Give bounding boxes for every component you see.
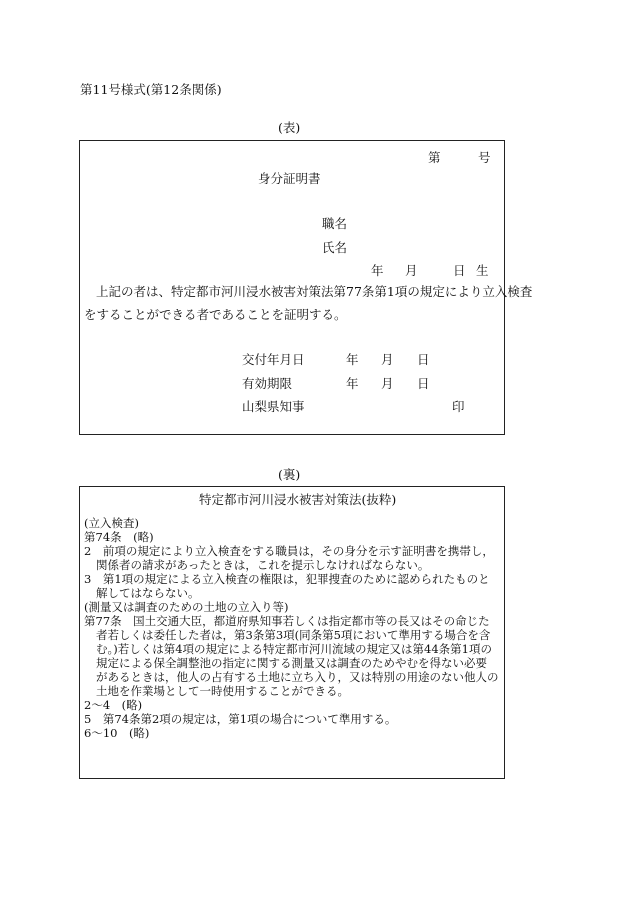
- shokumei-label: 職名: [322, 216, 348, 231]
- law-excerpt: [84, 516, 501, 740]
- certificate-body-line1: 上記の者は、特定都市河川浸水被害対策法第77条第1項の規定により立入検査: [96, 284, 533, 299]
- valid-month: 月: [381, 376, 394, 391]
- certificate-body-line2: をすることができる者であることを証明する。: [84, 307, 347, 322]
- law-line: 者若しくは委任した者は，第3条第3項(同条第5項において準用する場合を含: [96, 628, 491, 642]
- law-line: 6〜10 (略): [84, 726, 150, 740]
- front-side-label: (表): [278, 120, 301, 135]
- law-line: があるときは，他人の占有する土地に立ち入り，又は特別の用途のない他人の: [96, 670, 499, 684]
- birth-year: 年: [371, 263, 384, 278]
- birth-day: 日: [453, 263, 466, 278]
- number-dai: 第: [428, 150, 441, 165]
- law-line: む。)若しくは第4項の規定による特定都市河川流域の規定又は第44条第1項の: [96, 642, 492, 656]
- shimei-label: 氏名: [322, 240, 348, 255]
- birth-sei: 生: [476, 263, 489, 278]
- law-line: 解してはならない。: [96, 586, 200, 600]
- law-line: 規定による保全調整池の指定に関する測量又は調査のためやむを得ない必要: [96, 656, 487, 670]
- issue-date-label: 交付年月日: [242, 352, 305, 367]
- law-line: 2〜4 (略): [84, 698, 143, 712]
- law-line: 第77条 国土交通大臣，都道府県知事若しくは指定都市等の長又はその命じた: [84, 614, 490, 628]
- valid-period-label: 有効期限: [242, 376, 293, 391]
- law-line: 3 第1項の規定による立入検査の権限は，犯罪捜査のために認められたものと: [84, 572, 490, 586]
- issue-year: 年: [346, 352, 359, 367]
- number-go: 号: [478, 150, 491, 165]
- law-line: 2 前項の規定により立入検査をする職員は，その身分を示す証明書を携帯し，: [84, 544, 494, 558]
- valid-day: 日: [417, 376, 430, 391]
- seal-mark: 印: [452, 399, 465, 414]
- certificate-title: 身分証明書: [258, 171, 321, 186]
- issuer: 山梨県知事: [242, 399, 305, 414]
- valid-year: 年: [346, 376, 359, 391]
- law-line: (測量又は調査のための土地の立入り等): [84, 600, 289, 614]
- law-line: 第74条 (略): [84, 530, 154, 544]
- birth-month: 月: [405, 263, 418, 278]
- law-line: 土地を作業場として一時使用することができる。: [96, 684, 349, 698]
- form-label: 第11号様式(第12条関係): [80, 82, 222, 97]
- law-line: (立入検査): [84, 516, 139, 530]
- back-side-label: (裏): [278, 467, 301, 482]
- law-line: 5 第74条第2項の規定は，第1項の場合について準用する。: [84, 712, 397, 726]
- issue-day: 日: [417, 352, 430, 367]
- law-line: 関係者の請求があったときは，これを提示しなければならない。: [96, 558, 430, 572]
- law-title: 特定都市河川浸水被害対策法(抜粋): [199, 492, 397, 507]
- issue-month: 月: [381, 352, 394, 367]
